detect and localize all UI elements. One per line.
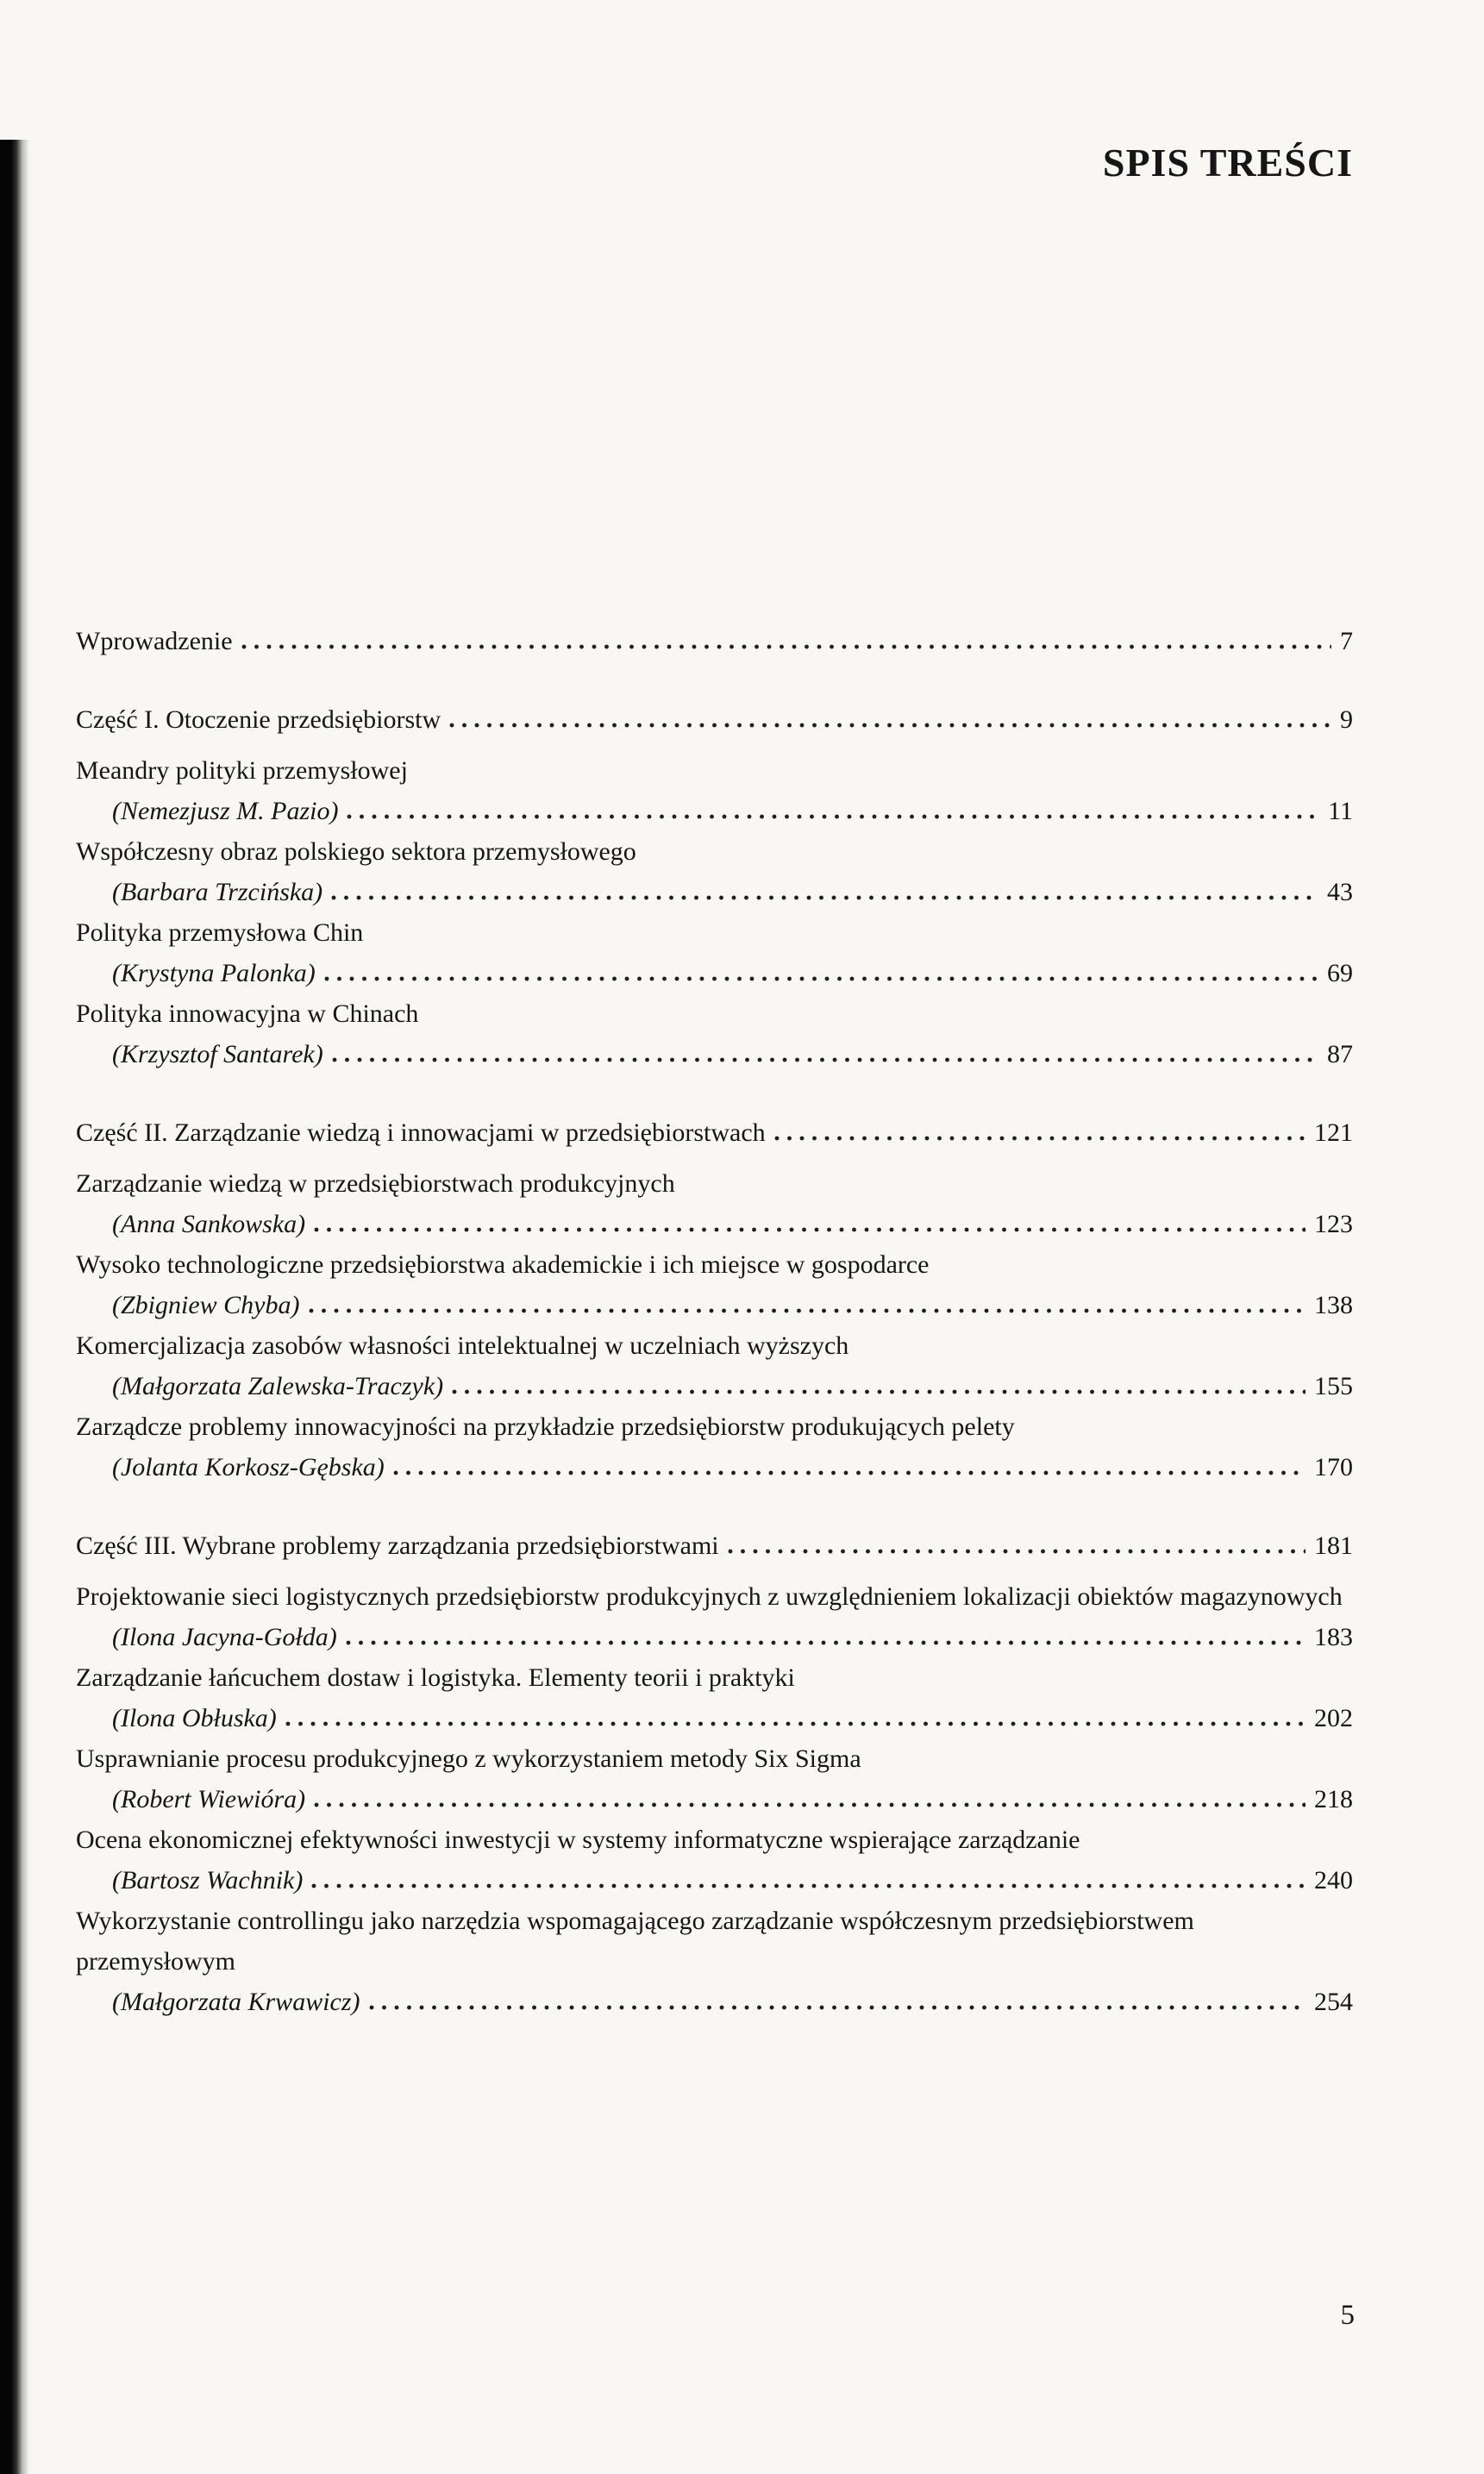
dot-leader [346,1640,1306,1645]
entry-page-number: 69 [1327,959,1353,987]
entry-title: Część II. Zarządzanie wiedzą i innowacjami w przedsiębiorstwach [76,1118,766,1147]
toc-entry [76,993,1353,1074]
toc-entry [76,750,1353,831]
entry-author: (Anna Sankowska) [112,1210,306,1238]
entry-title: Wprowadzenie [76,627,233,655]
dot-leader [347,814,1319,819]
entry-author: (Barbara Trzcińska) [112,878,323,906]
dot-leader [774,1136,1306,1141]
entry-author: (Krzysztof Santarek) [112,1040,323,1068]
toc-entry [76,912,1353,993]
toc-entry [76,831,1353,912]
entry-title: Komercjalizacja zasobów własności intelektualnej w uczelniach wyższych [76,1331,849,1360]
toc-entry [76,1819,1353,1901]
entry-page-number: 181 [1314,1531,1353,1560]
toc-entry [76,1325,1353,1406]
entry-title: Wykorzystanie controllingu jako narzędzia wspomagającego zarządzanie współczesnym przedsiębiorstwem przemysłowym [76,1907,1194,1976]
entry-page-number: 11 [1328,797,1353,825]
entry-page-number: 138 [1314,1291,1353,1319]
entry-author: (Ilona Obłuska) [112,1704,277,1732]
toc-entry [76,1576,1353,1657]
entry-title: Część III. Wybrane problemy zarządzania przedsiębiorstwami [76,1531,719,1560]
entry-page-number: 123 [1314,1210,1353,1238]
entry-page-number: 170 [1314,1453,1353,1481]
entry-page-number: 218 [1314,1785,1353,1813]
entry-title: Część I. Otoczenie przedsiębiorstw [76,705,441,734]
toc-list [76,621,1353,2022]
dot-leader [324,976,1318,981]
toc-entry [76,1163,1353,1244]
toc-entry [76,1244,1353,1325]
dot-leader [369,2005,1306,2010]
dot-leader [309,1308,1306,1313]
dot-leader [314,1802,1306,1807]
entry-author: (Krystyna Palonka) [112,959,316,987]
dot-leader [241,644,1331,649]
entry-author: (Bartosz Wachnik) [112,1866,304,1895]
entry-author: (Robert Wiewióra) [112,1785,306,1813]
entry-title: Wysoko technologiczne przedsiębiorstwa akademickie i ich miejsce w gospodarce [76,1250,930,1279]
entry-author: (Małgorzata Krwawicz) [112,1988,360,2016]
page-title: SPIS TREŚCI [1102,141,1353,185]
scan-spine-shadow [0,140,29,2474]
dot-leader [728,1549,1306,1554]
entry-title: Zarządcze problemy innowacyjności na przykładzie przedsiębiorstw produkujących pelety [76,1412,1015,1441]
entry-title: Polityka innowacyjna w Chinach [76,999,419,1028]
entry-title: Meandry polityki przemysłowej [76,756,408,785]
entry-page-number: 240 [1314,1866,1353,1895]
toc-entry [76,699,1353,740]
dot-leader [452,1389,1306,1394]
dot-leader [331,895,1318,900]
entry-title: Zarządzanie wiedzą w przedsiębiorstwach produkcyjnych [76,1169,675,1198]
entry-page-number: 155 [1314,1372,1353,1400]
entry-page-number: 87 [1327,1040,1353,1068]
entry-author: (Jolanta Korkosz-Gębska) [112,1453,385,1481]
entry-author: (Zbigniew Chyba) [112,1291,300,1319]
dot-leader [393,1470,1306,1475]
toc-entry [76,1406,1353,1488]
toc-entry [76,1657,1353,1738]
entry-page-number: 121 [1314,1118,1353,1147]
entry-title: Współczesny obraz polskiego sektora przemysłowego [76,837,636,866]
entry-author: (Nemezjusz M. Pazio) [112,797,339,825]
toc-entry [76,1738,1353,1819]
entry-author: (Ilona Jacyna-Gołda) [112,1623,337,1651]
dot-leader [285,1721,1306,1726]
entry-page-number: 183 [1314,1623,1353,1651]
toc-entry [76,1112,1353,1153]
dot-leader [314,1227,1306,1232]
entry-page-number: 254 [1314,1988,1353,2016]
entry-title: Polityka przemysłowa Chin [76,918,364,947]
entry-page-number: 9 [1340,705,1353,734]
entry-page-number: 7 [1340,627,1353,655]
dot-leader [311,1883,1306,1888]
page-number: 5 [1340,2300,1355,2331]
entry-title: Ocena ekonomicznej efektywności inwestycji w systemy informatyczne wspierające zarządzanie [76,1826,1080,1854]
entry-author: (Małgorzata Zalewska-Traczyk) [112,1372,444,1400]
toc-entry [76,1901,1353,2022]
toc-entry [76,1525,1353,1566]
entry-title: Projektowanie sieci logistycznych przedsiębiorstw produkcyjnych z uwzględnieniem lokalizacji obiektów magazynowych [76,1582,1343,1611]
entry-page-number: 202 [1314,1704,1353,1732]
entry-title: Usprawnianie procesu produkcyjnego z wykorzystaniem metody Six Sigma [76,1744,861,1773]
toc-entry [76,621,1353,661]
entry-page-number: 43 [1327,878,1353,906]
dot-leader [449,723,1331,728]
entry-title: Zarządzanie łańcuchem dostaw i logistyka. Elementy teorii i praktyki [76,1663,795,1692]
dot-leader [332,1057,1318,1062]
